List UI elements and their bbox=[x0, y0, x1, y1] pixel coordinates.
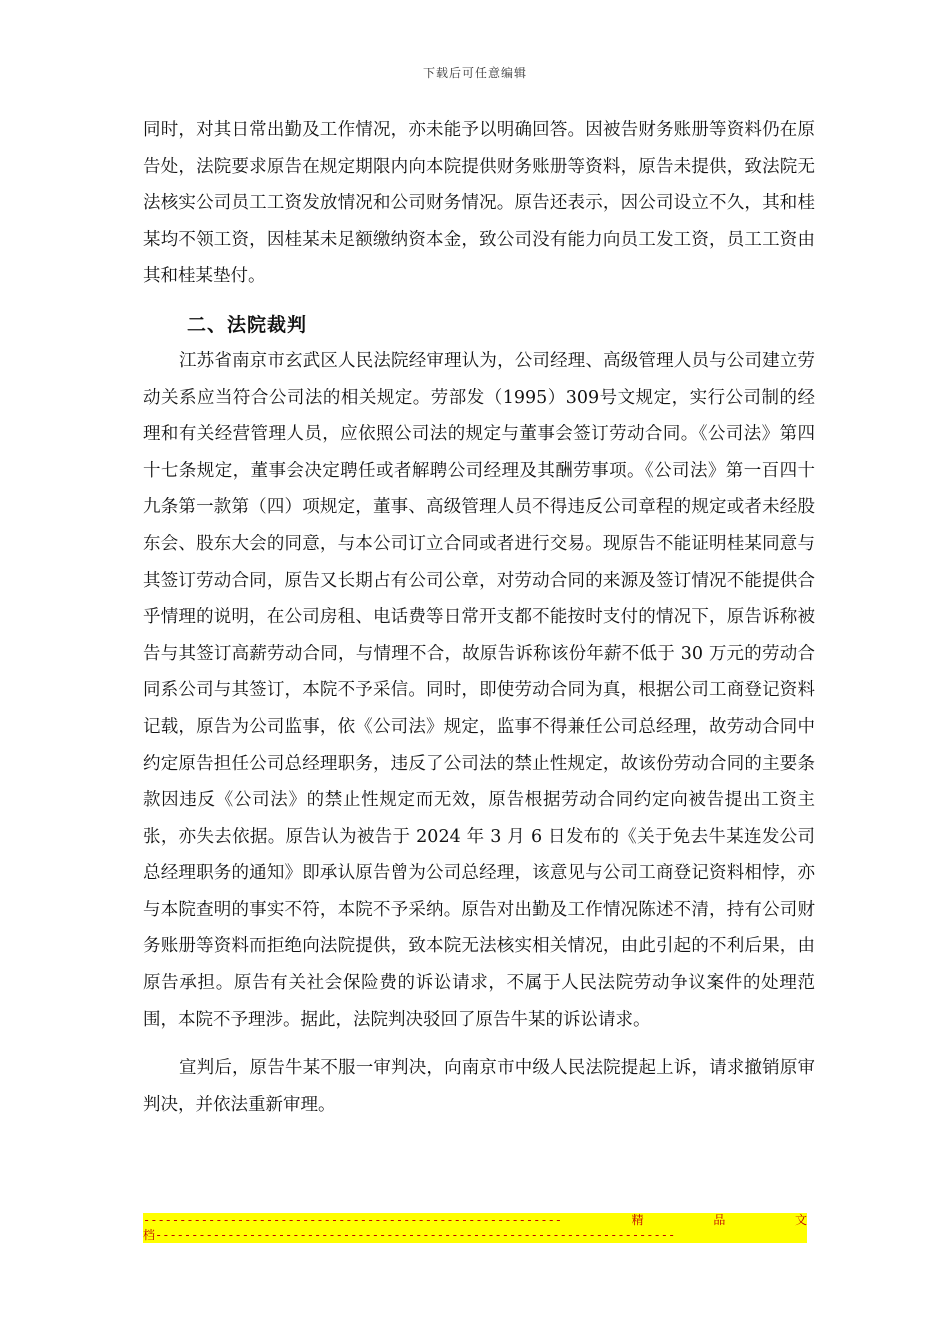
footer-char-pin: 品 bbox=[713, 1213, 726, 1227]
page-header bbox=[0, 64, 950, 81]
footer-char-wen: 文 bbox=[794, 1213, 807, 1227]
paragraph-facts-continued: 同时，对其日常出勤及工作情况，亦未能予以明确回答。因被告财务账册等资料仍在原告处，法院要求原告在规定期限内向本院提供财务账册等资料，原告未提供，致法院无法核实公司员工工资发放情况和公司财务情况。原告还表示，因公司设立不久，其和桂某均不领工资，因桂某未足额缴纳资本金，致公司没有能力向员工发工资，员工工资由其和桂某垫付。 bbox=[143, 120, 815, 287]
document-body bbox=[143, 112, 815, 1123]
footer-line-2: 档------------------------------------------------------------------------ bbox=[143, 1228, 676, 1242]
footer-dashes: ---------------------------------------------------------- bbox=[143, 1213, 563, 1227]
paragraph-appeal: 宣判后，原告牛某不服一审判决，向南京市中级人民法院提起上诉，请求撤销原审判决，并依法重新审理。 bbox=[143, 1058, 815, 1115]
footer-watermark-strip bbox=[143, 1213, 807, 1243]
paragraph-court-reasoning: 江苏省南京市玄武区人民法院经审理认为，公司经理、高级管理人员与公司建立劳动关系应当符合公司法的相关规定。劳部发（1995）309号文规定，实行公司制的经理和有关经营管理人员，应依照公司法的规定与董事会签订劳动合同。《公司法》第四十七条规定，董事会决定聘任或者解聘公司经理及其酬劳事项。《公司法》第一百四十九条第一款第（四）项规定，董事、高级管理人员不得违反公司章程的规定或者未经股东会、股东大会的同意，与本公司订立合同或者进行交易。现原告不能证明桂某同意与其签订劳动合同，原告又长期占有公司公章，对劳动合同的来源及签订情况不能提供合乎情理的说明，在公司房租、电话费等日常开支都不能按时支付的情况下，原告诉称被告与其签订高薪劳动合同，与情理不合，故原告诉称该份年薪不低于 30 万元的劳动合同系公司与其签订，本院不予采信。同时，即使劳动合同为真，根据公司工商登记资料记载，原告为公司监事，依《公司法》规定，监事不得兼任公司总经理，故劳动合同中约定原告担任公司总经理职务，违反了公司法的禁止性规定，故该份劳动合同的主要条款因违反《公司法》的禁止性规定而无效，原告根据劳动合同约定向被告提出工资主张，亦失去依据。原告认为被告于 2024 年 3 月 6 日发布的《关于免去牛某连发公司总经理职务的通知》即承认原告曾为公司总经理，该意见与公司工商登记资料相悖，亦与本院查明的事实不符，本院不予采纳。原告对出勤及工作情况陈述不清，持有公司财务账册等资料而拒绝向法院提供，致本院无法核实相关情况，由此引起的不利后果，由原告承担。原告有关社会保险费的诉讼请求，不属于人民法院劳动争议案件的处理范围，本院不予理涉。据此，法院判决驳回了原告牛某的诉讼请求。 bbox=[143, 350, 815, 1030]
header-text: 下载后可任意编辑 bbox=[422, 66, 527, 80]
footer-line-1 bbox=[143, 1213, 807, 1228]
spacer bbox=[143, 295, 815, 307]
footer-char-jing: 精 bbox=[631, 1213, 644, 1227]
spacer bbox=[143, 1038, 815, 1050]
section-heading-court-judgment: 二、法院裁判 bbox=[187, 313, 308, 336]
